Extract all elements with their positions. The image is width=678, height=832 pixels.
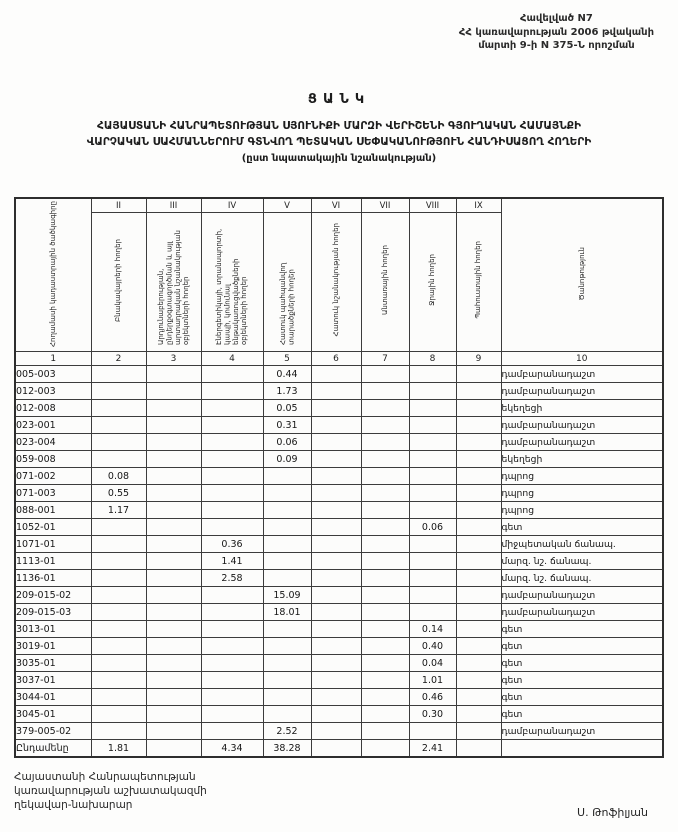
cell-value-col7 — [361, 587, 409, 604]
total-label: Ընդամենը — [15, 740, 91, 758]
cell-value-col4 — [201, 519, 263, 536]
column-header-category: Պահուստային հողեր — [456, 213, 501, 352]
cell-value-col5 — [263, 519, 311, 536]
cell-note: դամբարանադաշտ — [501, 604, 663, 621]
cell-code: 023-001 — [15, 417, 91, 434]
cell-note: գետ — [501, 672, 663, 689]
table-row — [15, 400, 663, 417]
cell-value-col8: 0.06 — [409, 519, 456, 536]
cell-value-col2 — [91, 621, 146, 638]
roman-numeral: IV — [201, 198, 263, 213]
cell-value-col4 — [201, 383, 263, 400]
cell-value-col9 — [456, 672, 501, 689]
cell-value-col4 — [201, 723, 263, 740]
cell-value-col8 — [409, 366, 456, 383]
cell-value-col2 — [91, 383, 146, 400]
cell-code: 071-003 — [15, 485, 91, 502]
cell-value-col8 — [409, 417, 456, 434]
cell-value-col3 — [146, 587, 201, 604]
table-row — [15, 536, 663, 553]
cell-value-col6 — [311, 570, 361, 587]
cell-value-col6 — [311, 434, 361, 451]
cell-value-col3 — [146, 570, 201, 587]
cell-value-col7 — [361, 553, 409, 570]
cell-value-col3 — [146, 740, 201, 758]
document-subtitle-line: ՎԱՐՉԱԿԱՆ ՍԱՀՄԱՆՆԵՐՈՒՄ ԳՏՆՎՈՂ ՊԵՏԱԿԱՆ ՍԵՓԱԿԱՆՈՒԹՅՈՒՆ ՀԱՆԴԻՍԱՑՈՂ ՀՈՂԵՐԻ — [86, 135, 592, 148]
cell-value-col3 — [146, 400, 201, 417]
cell-value-col9 — [456, 689, 501, 706]
cell-value-col5: 0.05 — [263, 400, 311, 417]
table-row — [15, 706, 663, 723]
cell-value-col3 — [146, 553, 201, 570]
cell-value-col4 — [201, 604, 263, 621]
cell-value-col5: 38.28 — [263, 740, 311, 758]
cell-value-col9 — [456, 434, 501, 451]
cell-value-col2 — [91, 689, 146, 706]
table-row — [15, 570, 663, 587]
table-row — [15, 383, 663, 400]
table-row — [15, 672, 663, 689]
cell-value-col9 — [456, 485, 501, 502]
cell-value-col3 — [146, 604, 201, 621]
cell-value-col3 — [146, 621, 201, 638]
cell-value-col6 — [311, 383, 361, 400]
cell-value-col6 — [311, 723, 361, 740]
cell-value-col8 — [409, 502, 456, 519]
cell-value-col9 — [456, 604, 501, 621]
cell-value-col9 — [456, 706, 501, 723]
cell-value-col6 — [311, 655, 361, 672]
cell-value-col9 — [456, 536, 501, 553]
cell-value-col5 — [263, 553, 311, 570]
cell-value-col4 — [201, 587, 263, 604]
cell-value-col7 — [361, 638, 409, 655]
column-number: 8 — [409, 352, 456, 366]
cell-code: 1136-01 — [15, 570, 91, 587]
cell-value-col5: 15.09 — [263, 587, 311, 604]
cell-value-col5 — [263, 638, 311, 655]
cell-note: դամբարանադաշտ — [501, 417, 663, 434]
cell-value-col7 — [361, 655, 409, 672]
cell-value-col2 — [91, 655, 146, 672]
cell-value-col3 — [146, 451, 201, 468]
column-number: 3 — [146, 352, 201, 366]
cell-value-col2 — [91, 638, 146, 655]
cell-value-col7 — [361, 689, 409, 706]
cell-value-col6 — [311, 468, 361, 485]
footer-line: ղեկավար-նախարար — [14, 799, 133, 812]
cell-value-col5: 0.44 — [263, 366, 311, 383]
column-header-category: Էներգետիկայի, տրանսպորտի, կապի, կոմունալ ենթակառուցվածքների օբյեկտների հողեր — [201, 213, 263, 352]
column-header-category: Հատուկ պահպանվող տարածքների հողեր — [263, 213, 311, 352]
cell-value-col3 — [146, 485, 201, 502]
cell-code: 059-008 — [15, 451, 91, 468]
column-number: 5 — [263, 352, 311, 366]
cell-value-col4: 1.41 — [201, 553, 263, 570]
cell-note: գետ — [501, 655, 663, 672]
cell-value-col9 — [456, 723, 501, 740]
cell-value-col4 — [201, 502, 263, 519]
column-header-category: Ջրային հողեր — [409, 213, 456, 352]
cell-value-col8 — [409, 587, 456, 604]
roman-numeral: III — [146, 198, 201, 213]
cell-value-col9 — [456, 383, 501, 400]
cell-value-col3 — [146, 434, 201, 451]
cell-code: 071-002 — [15, 468, 91, 485]
cell-value-col2: 1.17 — [91, 502, 146, 519]
cell-value-col7 — [361, 366, 409, 383]
cell-value-col7 — [361, 604, 409, 621]
cell-value-col9 — [456, 400, 501, 417]
cell-value-col6 — [311, 451, 361, 468]
cell-code: 379-005-02 — [15, 723, 91, 740]
cell-value-col4 — [201, 672, 263, 689]
cell-note: գետ — [501, 519, 663, 536]
column-number: 9 — [456, 352, 501, 366]
cell-value-col7 — [361, 621, 409, 638]
cell-note: դպրոց — [501, 485, 663, 502]
column-header-category: Բնակավայրերի հողեր — [91, 213, 146, 352]
cell-value-col6 — [311, 689, 361, 706]
cell-value-col3 — [146, 417, 201, 434]
cell-value-col3 — [146, 638, 201, 655]
cell-note: եկեղեցի — [501, 451, 663, 468]
cell-value-col4 — [201, 689, 263, 706]
column-header-code: Հողամասի կադաստրային ծածկագիրը — [15, 198, 91, 352]
cell-value-col4 — [201, 400, 263, 417]
cell-value-col5 — [263, 536, 311, 553]
cell-value-col7 — [361, 536, 409, 553]
cell-value-col7 — [361, 451, 409, 468]
cell-value-col7 — [361, 706, 409, 723]
cell-note: գետ — [501, 638, 663, 655]
cell-value-col5: 2.52 — [263, 723, 311, 740]
cell-code: 012-003 — [15, 383, 91, 400]
cell-value-col2 — [91, 672, 146, 689]
cell-value-col6 — [311, 519, 361, 536]
document-title: ՑԱՆԿ — [307, 92, 371, 107]
cell-value-col5: 0.31 — [263, 417, 311, 434]
cell-value-col4: 0.36 — [201, 536, 263, 553]
cell-value-col9 — [456, 621, 501, 638]
column-number: 2 — [91, 352, 146, 366]
cell-value-col4 — [201, 621, 263, 638]
roman-numeral: VI — [311, 198, 361, 213]
cell-value-col8 — [409, 553, 456, 570]
column-header-category: Հատուկ նշանակության հողեր — [311, 213, 361, 352]
cell-value-col5 — [263, 570, 311, 587]
cell-value-col8: 0.46 — [409, 689, 456, 706]
column-header-category: Անտառային հողեր — [361, 213, 409, 352]
cell-value-col7 — [361, 672, 409, 689]
appendix-line: մարտի 9-ի N 375-Ն որոշման — [478, 40, 635, 51]
cell-code: 1113-01 — [15, 553, 91, 570]
cell-value-col4 — [201, 366, 263, 383]
cell-value-col4 — [201, 485, 263, 502]
cell-value-col9 — [456, 638, 501, 655]
total-row — [15, 740, 663, 758]
cell-value-col8 — [409, 723, 456, 740]
column-number: 1 — [15, 352, 91, 366]
cell-value-col2: 0.55 — [91, 485, 146, 502]
cell-value-col2 — [91, 570, 146, 587]
cell-value-col8 — [409, 383, 456, 400]
cell-code: 209-015-03 — [15, 604, 91, 621]
cell-value-col9 — [456, 468, 501, 485]
cell-value-col4 — [201, 468, 263, 485]
cell-value-col8 — [409, 536, 456, 553]
cell-value-col8 — [409, 451, 456, 468]
roman-numeral-row — [15, 198, 663, 213]
cell-value-col6 — [311, 553, 361, 570]
cell-value-col8: 2.41 — [409, 740, 456, 758]
cell-code: 023-004 — [15, 434, 91, 451]
cell-value-col7 — [361, 434, 409, 451]
table-row — [15, 366, 663, 383]
cell-value-col8 — [409, 434, 456, 451]
column-number: 6 — [311, 352, 361, 366]
document-subtitle-line: ՀԱՅԱՍՏԱՆԻ ՀԱՆՐԱՊԵՏՈՒԹՅԱՆ ՍՅՈՒՆԻՔԻ ՄԱՐԶԻ ՎԵՐԻՇԵՆԻ ԳՅՈՒՂԱԿԱՆ ՀԱՄԱՅՆՔԻ — [97, 120, 581, 132]
cell-value-col7 — [361, 570, 409, 587]
cell-value-col6 — [311, 706, 361, 723]
cell-value-col6 — [311, 638, 361, 655]
cell-value-col3 — [146, 383, 201, 400]
cell-value-col9 — [456, 587, 501, 604]
land-categories-table — [14, 197, 664, 758]
cell-value-col9 — [456, 570, 501, 587]
cell-value-col8: 1.01 — [409, 672, 456, 689]
cell-value-col2 — [91, 366, 146, 383]
cell-value-col9 — [456, 519, 501, 536]
cell-value-col3 — [146, 468, 201, 485]
cell-code: 005-003 — [15, 366, 91, 383]
cell-value-col6 — [311, 502, 361, 519]
cell-value-col6 — [311, 587, 361, 604]
table-row — [15, 502, 663, 519]
cell-value-col2 — [91, 417, 146, 434]
table-row — [15, 417, 663, 434]
appendix-line: ՀՀ կառավարության 2006 թվականի — [458, 26, 654, 38]
cell-code: 3013-01 — [15, 621, 91, 638]
cell-value-col5 — [263, 706, 311, 723]
cell-code: 3045-01 — [15, 706, 91, 723]
cell-value-col7 — [361, 417, 409, 434]
cell-note: գետ — [501, 689, 663, 706]
cell-value-col5: 18.01 — [263, 604, 311, 621]
cell-note: մարզ. նշ. ճանապ. — [501, 553, 663, 570]
cell-value-col5 — [263, 468, 311, 485]
cell-value-col8: 0.04 — [409, 655, 456, 672]
cell-value-col5: 0.09 — [263, 451, 311, 468]
cell-value-col5 — [263, 655, 311, 672]
cell-value-col8 — [409, 400, 456, 417]
cell-value-col6 — [311, 621, 361, 638]
roman-numeral: VIII — [409, 198, 456, 213]
cell-value-col9 — [456, 655, 501, 672]
cell-value-col5 — [263, 689, 311, 706]
title-block — [0, 92, 678, 164]
cell-code: 3037-01 — [15, 672, 91, 689]
cell-value-col2: 0.08 — [91, 468, 146, 485]
appendix-block — [459, 12, 654, 53]
cell-value-col9 — [456, 417, 501, 434]
cell-value-col2 — [91, 451, 146, 468]
table-row — [15, 689, 663, 706]
cell-value-col6 — [311, 417, 361, 434]
cell-value-col8 — [409, 468, 456, 485]
cell-value-col6 — [311, 604, 361, 621]
cell-value-col9 — [456, 502, 501, 519]
table-row — [15, 587, 663, 604]
cell-code: 3044-01 — [15, 689, 91, 706]
cell-value-col8 — [409, 485, 456, 502]
cell-value-col9 — [456, 740, 501, 758]
cell-value-col6 — [311, 740, 361, 758]
cell-code: 012-008 — [15, 400, 91, 417]
cell-value-col2 — [91, 723, 146, 740]
cell-value-col7 — [361, 723, 409, 740]
cell-note — [501, 740, 663, 758]
cell-value-col9 — [456, 451, 501, 468]
cell-value-col5 — [263, 485, 311, 502]
appendix-line: Հավելված N7 — [520, 13, 593, 24]
footer-line: կառավարության աշխատակազմի — [14, 785, 207, 798]
cell-note: միջպետական ճանապ. — [501, 536, 663, 553]
table-row — [15, 621, 663, 638]
cell-value-col3 — [146, 706, 201, 723]
cell-value-col3 — [146, 536, 201, 553]
footer-line: Հայաստանի Հանրապետության — [14, 771, 196, 783]
cell-value-col2 — [91, 553, 146, 570]
cell-note: դամբարանադաշտ — [501, 434, 663, 451]
roman-numeral: VII — [361, 198, 409, 213]
table-row — [15, 468, 663, 485]
column-header-note: Ծանոթություն — [501, 198, 663, 352]
footer-signatory-block — [14, 770, 207, 813]
roman-numeral: IX — [456, 198, 501, 213]
cell-value-col5 — [263, 502, 311, 519]
cell-value-col8 — [409, 604, 456, 621]
cell-value-col3 — [146, 689, 201, 706]
cell-value-col4 — [201, 451, 263, 468]
cell-value-col2 — [91, 587, 146, 604]
cell-value-col2 — [91, 604, 146, 621]
cell-value-col6 — [311, 485, 361, 502]
cell-value-col3 — [146, 502, 201, 519]
document-subtitle-note: (ըստ նպատակային նշանակության) — [241, 152, 437, 164]
cell-value-col3 — [146, 723, 201, 740]
cell-value-col7 — [361, 468, 409, 485]
cell-note: դպրոց — [501, 468, 663, 485]
cell-value-col4 — [201, 434, 263, 451]
table-row — [15, 553, 663, 570]
cell-code: 1071-01 — [15, 536, 91, 553]
cell-note: դամբարանադաշտ — [501, 366, 663, 383]
table-row — [15, 638, 663, 655]
cell-value-col9 — [456, 553, 501, 570]
cell-value-col4: 2.58 — [201, 570, 263, 587]
cell-note: գետ — [501, 706, 663, 723]
roman-numeral: II — [91, 198, 146, 213]
column-number: 4 — [201, 352, 263, 366]
cell-note: դամբարանադաշտ — [501, 723, 663, 740]
cell-value-col8 — [409, 570, 456, 587]
column-header-category: Արդյունաբերության, ընդերքօգտագործման և այլ արտադրական նշանակության օբյեկտների հողեր — [146, 213, 201, 352]
cell-note: դամբարանադաշտ — [501, 383, 663, 400]
cell-value-col2 — [91, 706, 146, 723]
cell-value-col2 — [91, 519, 146, 536]
cell-value-col7 — [361, 519, 409, 536]
cell-value-col7 — [361, 485, 409, 502]
cell-note: դպրոց — [501, 502, 663, 519]
table-row — [15, 519, 663, 536]
cell-note: եկեղեցի — [501, 400, 663, 417]
cell-value-col4 — [201, 417, 263, 434]
cell-value-col4 — [201, 655, 263, 672]
cell-value-col8: 0.14 — [409, 621, 456, 638]
cell-value-col5 — [263, 621, 311, 638]
cell-value-col7 — [361, 502, 409, 519]
table-row — [15, 451, 663, 468]
cell-code: 3019-01 — [15, 638, 91, 655]
cell-code: 088-001 — [15, 502, 91, 519]
table-row — [15, 434, 663, 451]
cell-value-col8: 0.40 — [409, 638, 456, 655]
cell-note: մարզ. նշ. ճանապ. — [501, 570, 663, 587]
cell-value-col7 — [361, 400, 409, 417]
table-row — [15, 723, 663, 740]
cell-value-col5 — [263, 672, 311, 689]
cell-value-col2 — [91, 434, 146, 451]
cell-value-col7 — [361, 383, 409, 400]
cell-value-col4: 4.34 — [201, 740, 263, 758]
cell-note: գետ — [501, 621, 663, 638]
cell-value-col8: 0.30 — [409, 706, 456, 723]
cell-value-col3 — [146, 519, 201, 536]
column-number: 10 — [501, 352, 663, 366]
table-row — [15, 604, 663, 621]
cell-note: դամբարանադաշտ — [501, 587, 663, 604]
cell-value-col2: 1.81 — [91, 740, 146, 758]
cell-value-col4 — [201, 638, 263, 655]
table-row — [15, 655, 663, 672]
cell-value-col2 — [91, 536, 146, 553]
cell-value-col2 — [91, 400, 146, 417]
column-number: 7 — [361, 352, 409, 366]
cell-value-col3 — [146, 655, 201, 672]
roman-numeral: V — [263, 198, 311, 213]
signature-name: Ս. Թոֆիլյան — [577, 806, 648, 819]
cell-value-col7 — [361, 740, 409, 758]
column-number-row — [15, 352, 663, 366]
table-row — [15, 485, 663, 502]
cell-code: 209-015-02 — [15, 587, 91, 604]
cell-value-col6 — [311, 400, 361, 417]
cell-value-col4 — [201, 706, 263, 723]
cell-value-col3 — [146, 366, 201, 383]
cell-value-col3 — [146, 672, 201, 689]
cell-code: 1052-01 — [15, 519, 91, 536]
cell-value-col6 — [311, 366, 361, 383]
cell-value-col5: 1.73 — [263, 383, 311, 400]
cell-value-col9 — [456, 366, 501, 383]
cell-value-col5: 0.06 — [263, 434, 311, 451]
cell-code: 3035-01 — [15, 655, 91, 672]
cell-value-col6 — [311, 672, 361, 689]
cell-value-col6 — [311, 536, 361, 553]
